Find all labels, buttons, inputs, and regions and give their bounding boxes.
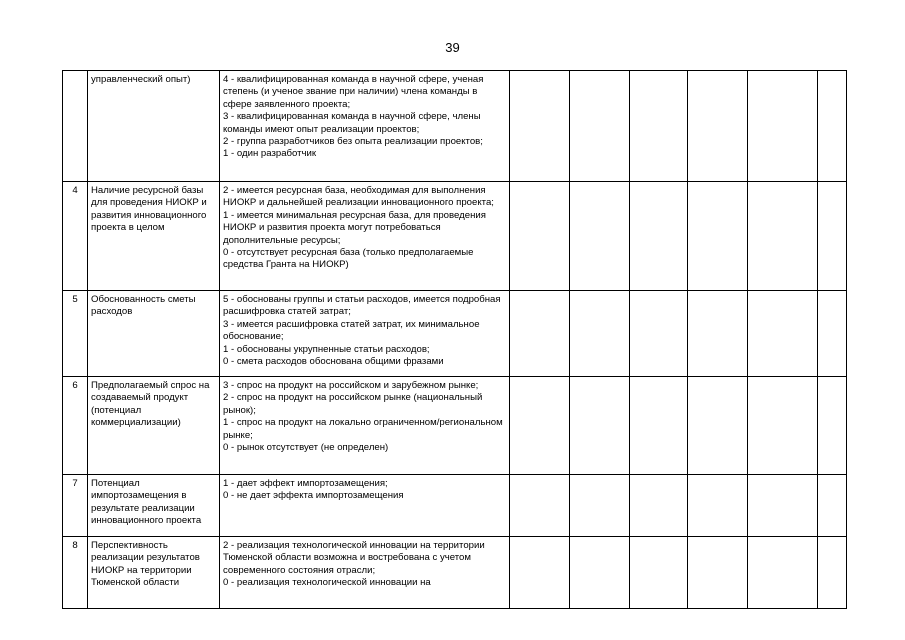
score-cell [688, 377, 748, 475]
criterion-name: управленческий опыт) [88, 71, 220, 182]
score-cell [630, 377, 688, 475]
score-cell [748, 537, 818, 609]
criterion-scale: 2 - реализация технологической инновации на территории Тюменской области возможна и востребована с учетом современного состояния отрасли; 0 - реализация технологической инновации на [220, 537, 510, 609]
score-cell [818, 182, 847, 291]
row-number: 8 [63, 537, 88, 609]
score-cell [570, 71, 630, 182]
criterion-name: Обоснованность сметы расходов [88, 291, 220, 377]
criteria-table [62, 70, 847, 609]
score-cell [748, 182, 818, 291]
score-cell [818, 537, 847, 609]
score-cell [748, 475, 818, 537]
score-cell [510, 475, 570, 537]
row-number: 7 [63, 475, 88, 537]
row-number: 5 [63, 291, 88, 377]
score-cell [748, 377, 818, 475]
criterion-name: Предполагаемый спрос на создаваемый продукт (потенциал коммерциализации) [88, 377, 220, 475]
table-row [63, 291, 847, 377]
score-cell [688, 71, 748, 182]
score-cell [510, 537, 570, 609]
score-cell [570, 291, 630, 377]
score-cell [818, 475, 847, 537]
row-number [63, 71, 88, 182]
score-cell [570, 475, 630, 537]
score-cell [688, 182, 748, 291]
score-cell [748, 71, 818, 182]
score-cell [510, 291, 570, 377]
score-cell [818, 71, 847, 182]
criterion-scale: 3 - спрос на продукт на российском и зарубежном рынке; 2 - спрос на продукт на российском рынке (национальный рынок); 1 - спрос на продукт на локально ограниченном/региональном рынке; 0 - рынок отсутствует (не определен) [220, 377, 510, 475]
score-cell [630, 537, 688, 609]
row-number: 4 [63, 182, 88, 291]
criterion-scale: 1 - дает эффект импортозамещения; 0 - не дает эффекта импортозамещения [220, 475, 510, 537]
score-cell [570, 377, 630, 475]
score-cell [818, 291, 847, 377]
score-cell [510, 71, 570, 182]
table-row [63, 475, 847, 537]
criterion-name: Потенциал импортозамещения в результате реализации инновационного проекта [88, 475, 220, 537]
table-row [63, 377, 847, 475]
score-cell [818, 377, 847, 475]
score-cell [570, 537, 630, 609]
score-cell [570, 182, 630, 291]
score-cell [630, 291, 688, 377]
criterion-scale: 5 - обоснованы группы и статьи расходов, имеется подробная расшифровка статей затрат; 3 - имеется расшифровка статей затрат, их минимальное обоснование; 1 - обоснованы укрупненные статьи расходов; 0 - смета расходов обоснована общими фразами [220, 291, 510, 377]
score-cell [688, 537, 748, 609]
criterion-name: Перспективность реализации результатов НИОКР на территории Тюменской области [88, 537, 220, 609]
score-cell [510, 377, 570, 475]
criterion-name: Наличие ресурсной базы для проведения НИОКР и развития инновационного проекта в целом [88, 182, 220, 291]
score-cell [688, 475, 748, 537]
criterion-scale: 2 - имеется ресурсная база, необходимая для выполнения НИОКР и дальнейшей реализации инновационного проекта; 1 - имеется минимальная ресурсная база, для проведения НИОКР и развития проекта могут потребоваться дополнительные ресурсы; 0 - отсутствует ресурсная база (только предполагаемые средства Гранта на НИОКР) [220, 182, 510, 291]
score-cell [688, 291, 748, 377]
score-cell [748, 291, 818, 377]
page-number: 39 [445, 40, 460, 55]
table-row [63, 182, 847, 291]
score-cell [630, 182, 688, 291]
score-cell [630, 475, 688, 537]
score-cell [630, 71, 688, 182]
table-row [63, 537, 847, 609]
table-row [63, 71, 847, 182]
row-number: 6 [63, 377, 88, 475]
score-cell [510, 182, 570, 291]
criterion-scale: 4 - квалифицированная команда в научной сфере, ученая степень (и ученое звание при наличии) члена команды в сфере заявленного проекта; 3 - квалифицированная команда в научной сфере, члены команды имеют опыт реализации проектов; 2 - группа разработчиков без опыта реализации проектов; 1 - один разработчик [220, 71, 510, 182]
